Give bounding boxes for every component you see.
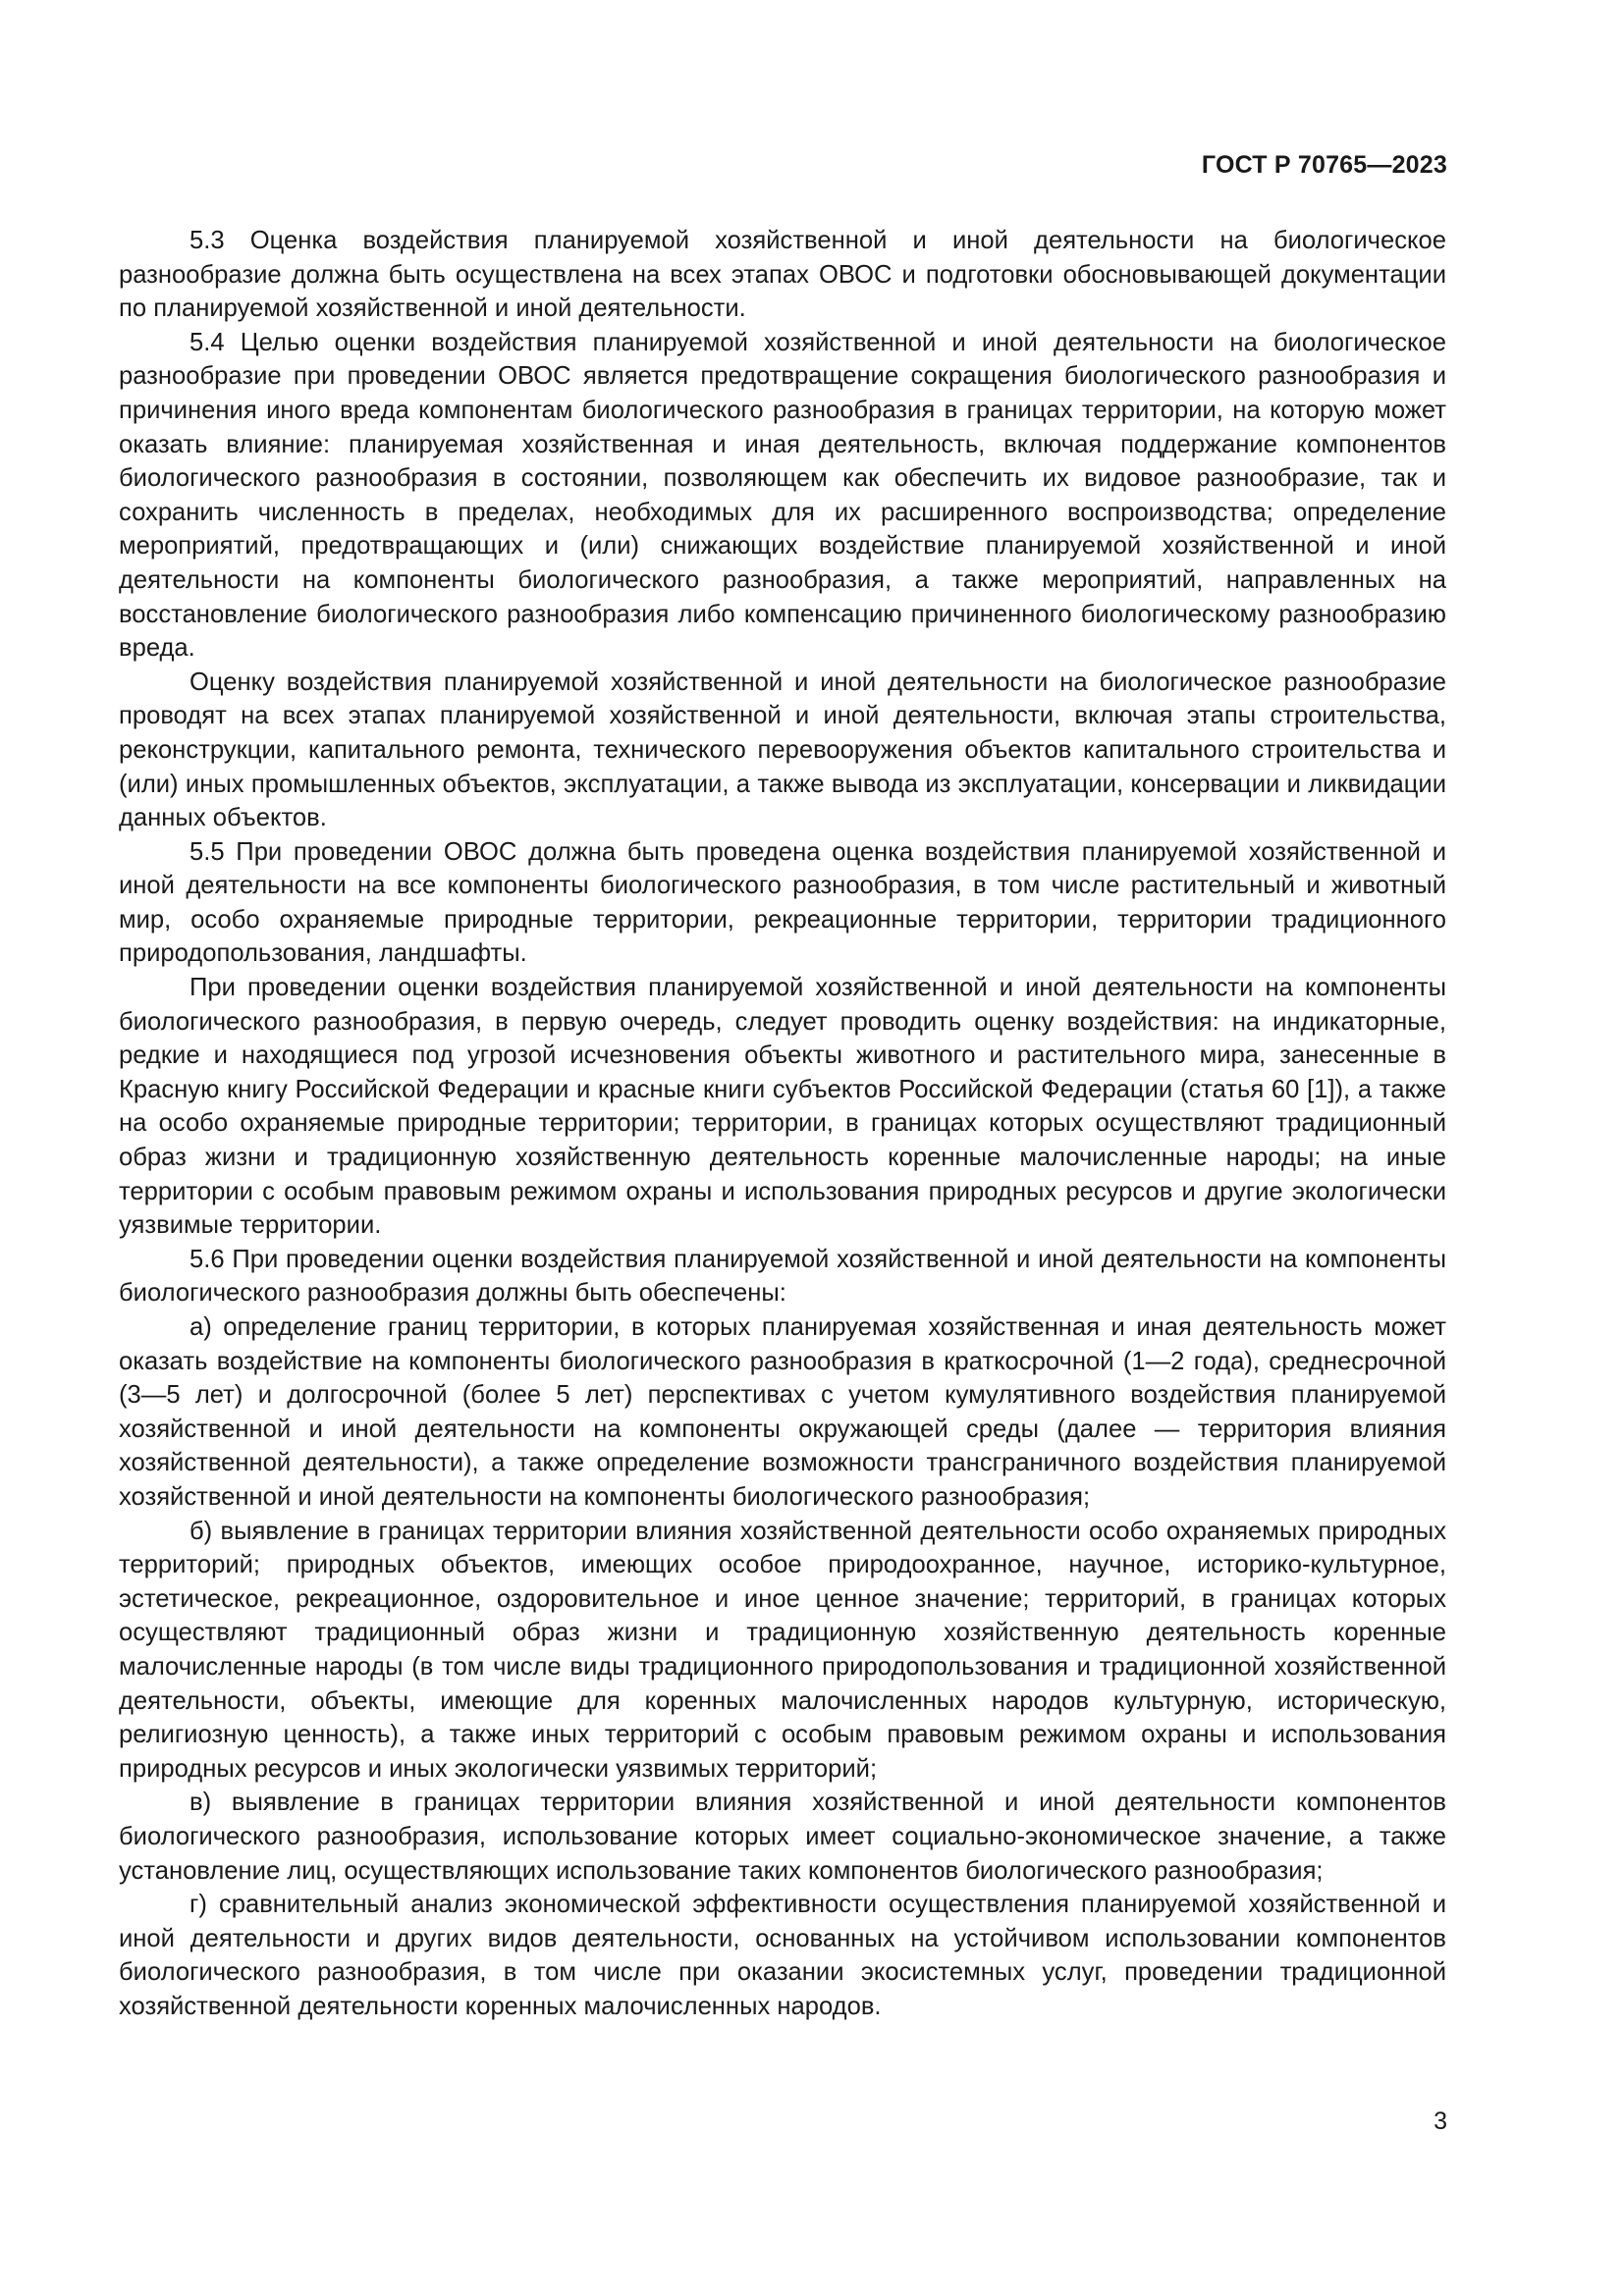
paragraph-5-4-continued: Оценку воздействия планируемой хозяйственной и иной деятельности на биологическое разнообразие проводят на всех этапах планируемой хозяйственной и иной деятельности, включая этапы строительства, реконструкции, капитального ремонта, технического перевооружения объектов капитального строительства и (или) иных промышленных объектов, эксплуатации, а также вывода из эксплуатации, консервации и ликвидации данных объектов.: [119, 667, 1446, 832]
list-item-v: в) выявление в границах территории влияния хозяйственной и иной деятельности компонентов биологического разнообразия, использование которых имеет социально-экономическое значение, а также установление лиц, осуществляющих использование таких компонентов биологического разнообразия;: [119, 1789, 1446, 1885]
paragraph-5-3: 5.3 Оценка воздействия планируемой хозяйственной и иной деятельности на биологическое разнообразие должна быть осуществлена на всех этапах ОВОС и подготовки обосновывающей документации по планируемой хозяйственной и иной деятельности.: [119, 227, 1446, 323]
paragraph-5-5: 5.5 При проведении ОВОС должна быть проведена оценка воздействия планируемой хозяйственной и иной деятельности на все компоненты биологического разнообразия, в том числе растительный и животный мир, особо охраняемые природные территории, рекреационные территории, территории традиционного природопользования, ландшафты.: [119, 837, 1446, 968]
list-item-a: а) определение границ территории, в которых планируемая хозяйственная и иная деятельность может оказать воздействие на компоненты биологического разнообразия в краткосрочной (1—2 года), среднесрочной (3—5 лет) и долгосрочной (более 5 лет) перспективах с учетом кумулятивного воздействия планируемой хозяйственной и иной деятельности на компоненты окружающей среды (далее — территория влияния хозяйственной деятельности), а также определение возможности трансграничного воздействия планируемой хозяйственной и иной деятельности на компоненты биологического разнообразия;: [119, 1313, 1446, 1511]
list-item-g: г) сравнительный анализ экономической эффективности осуществления планируемой хозяйственной и иной деятельности и других видов деятельности, основанных на устойчивом использовании компонентов биологического разнообразия, в том числе при оказании экосистемных услуг, проведении традиционной хозяйственной деятельности коренных малочисленных народов.: [119, 1891, 1446, 2020]
paragraph-5-6: 5.6 При проведении оценки воздействия планируемой хозяйственной и иной деятельности на компоненты биологического разнообразия должны быть обеспечены:: [119, 1245, 1446, 1308]
list-item-b: б) выявление в границах территории влияния хозяйственной деятельности особо охраняемых природных территорий; природных объектов, имеющих особое природоохранное, научное, историко-культурное, эстетическое, рекреационное, оздоровительное и иное ценное значение; территорий, в границах которых осуществляют традиционный образ жизни и традиционную хозяйственную деятельность коренные малочисленные народы (в том числе виды традиционного природопользования и традиционной хозяйственной деятельности, объекты, имеющие для коренных малочисленных народов культурную, историческую, религиозную ценность), а также иных территорий с особым правовым режимом охраны и использования природных ресурсов и иных экологически уязвимых территорий;: [119, 1517, 1446, 1783]
standard-code-header: ГОСТ Р 70765—2023: [1201, 151, 1447, 179]
paragraph-5-4: 5.4 Целью оценки воздействия планируемой хозяйственной и иной деятельности на биологическое разнообразие при проведении ОВОС является предотвращение сокращения биологического разнообразия и причинения иного вреда компонентам биологического разнообразия в границах территории, на которую может оказать влияние: планируемая хозяйственная и иная деятельность, включая поддержание компонентов биологического разнообразия в состоянии, позволяющем как обеспечить их видовое разнообразие, так и сохранить численность в пределах, необходимых для их расширенного воспроизводства; определение мероприятий, предотвращающих и (или) снижающих воздействие планируемой хозяйственной и иной деятельности на компоненты биологического разнообразия, а также мероприятий, направленных на восстановление биологического разнообразия либо компенсацию причиненного биологическому разнообразию вреда.: [119, 328, 1446, 663]
paragraph-5-5-continued: При проведении оценки воздействия планируемой хозяйственной и иной деятельности на компоненты биологического разнообразия, в первую очередь, следует проводить оценку воздействия: на индикаторные, редкие и находящиеся под угрозой исчезновения объекты животного и растительного мира, занесенные в Красную книгу Российской Федерации и красные книги субъектов Российской Федерации (статья 60 [1]), а также на особо охраняемые природные территории; территории, в границах которых осуществляют традиционный образ жизни и традиционную хозяйственную деятельность коренные малочисленные народы; на иные территории с особым правовым режимом охраны и использования природных ресурсов и другие экологически уязвимые территории.: [119, 974, 1446, 1240]
page-number: 3: [1434, 2108, 1447, 2135]
document-body: [119, 224, 1446, 2023]
